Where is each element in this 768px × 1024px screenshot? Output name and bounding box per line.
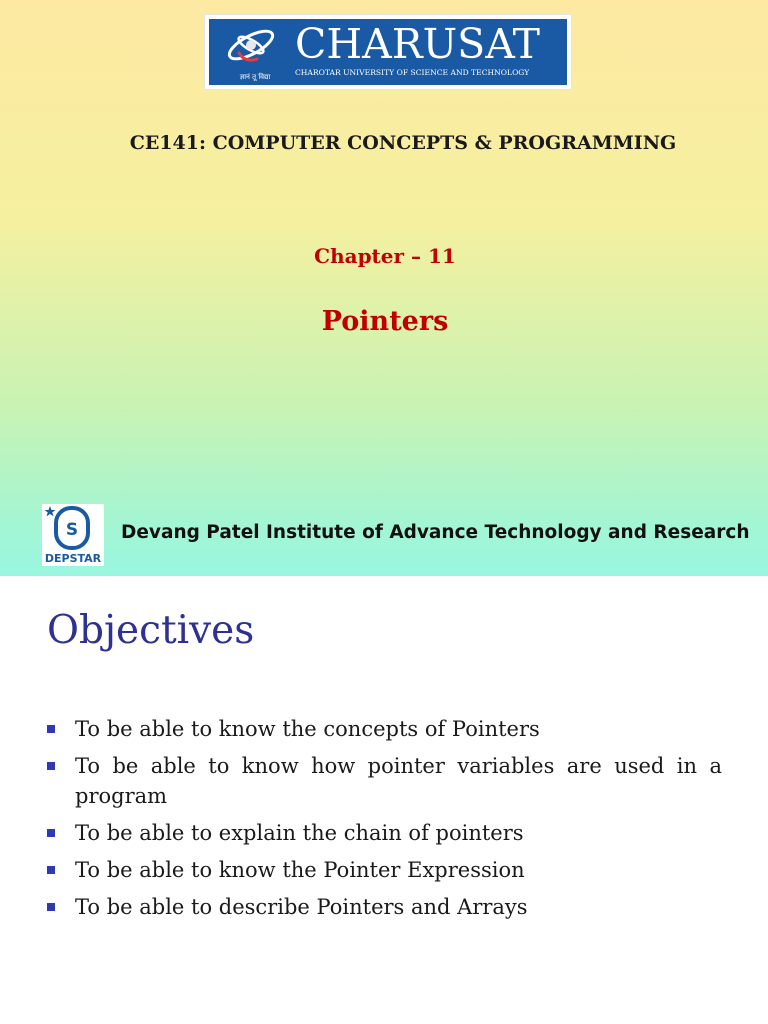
charusat-logo [204,14,572,90]
square-bullet-icon [47,903,55,911]
objectives-heading: Objectives [47,608,255,653]
charusat-tagline: ज्ञानं तू विद्या [239,73,271,81]
objective-item [47,818,722,848]
objective-item [47,714,722,744]
charusat-full-name: CHAROTAR UNIVERSITY OF SCIENCE AND TECHNOLOGY [295,68,530,77]
objective-text: To be able to explain the chain of pointers [75,821,524,845]
square-bullet-icon [47,829,55,837]
square-bullet-icon [47,866,55,874]
square-bullet-icon [47,725,55,733]
chapter-label: Chapter – 11 [314,244,456,268]
objective-text: To be able to know how pointer variables are used in a program [75,754,722,808]
course-title: CE141: COMPUTER CONCEPTS & PROGRAMMING [129,132,677,154]
square-bullet-icon [47,762,55,770]
objective-item [47,892,722,922]
svg-text:S: S [65,520,79,540]
objective-text: To be able to know the Pointer Expression [75,858,525,882]
charusat-name: CHARUSAT [295,20,540,68]
depstar-logo-label: DEPSTAR [44,552,102,565]
objective-item [47,855,722,885]
objective-text: To be able to describe Pointers and Arrays [75,895,528,919]
objective-item [47,751,722,811]
objectives-slide [0,576,768,1024]
institute-name: Devang Patel Institute of Advance Technology and Research [121,522,750,543]
topic-title: Pointers [321,306,449,337]
charusat-emblem-icon [213,23,287,81]
objectives-list [47,714,722,929]
depstar-logo [42,504,104,566]
charusat-logo-banner [209,19,567,85]
objective-text: To be able to know the concepts of Pointers [75,717,540,741]
